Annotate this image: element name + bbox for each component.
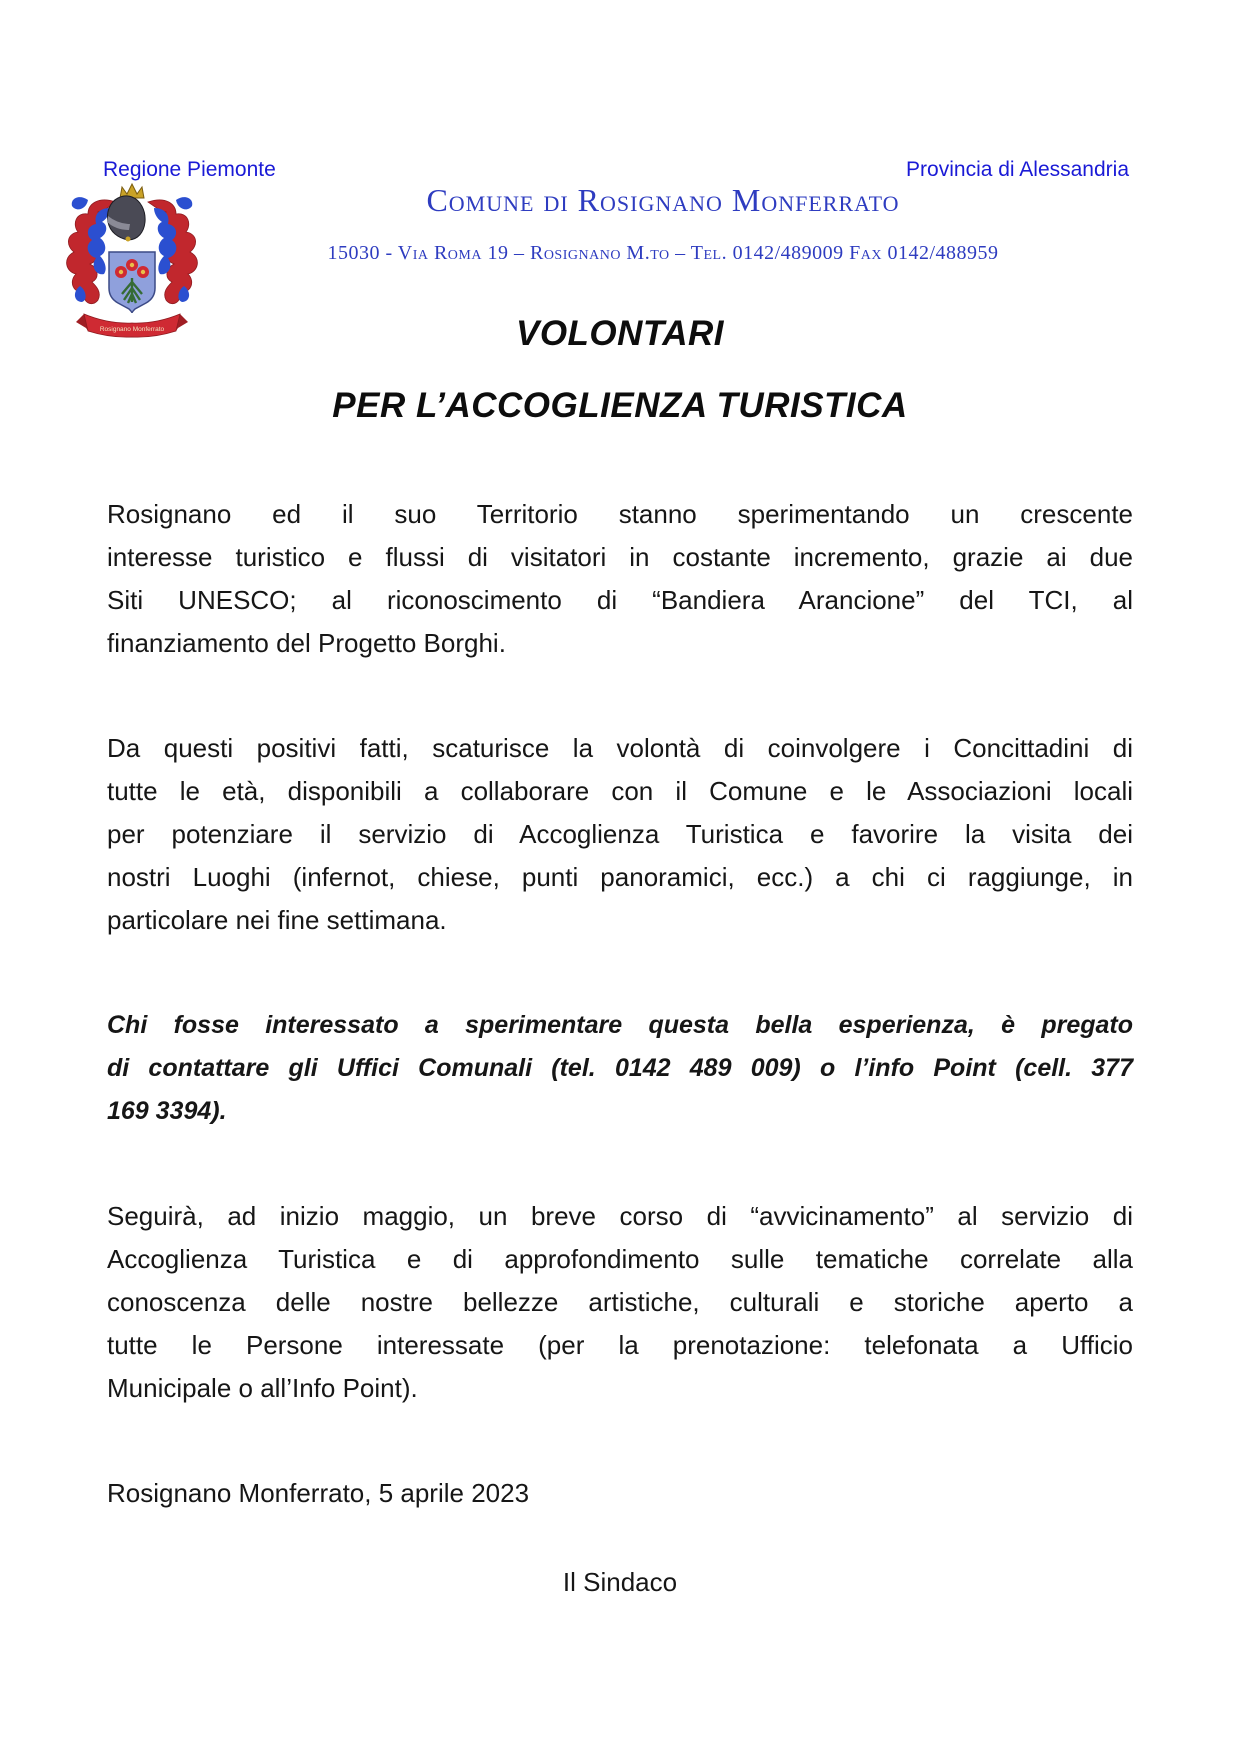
province-label: Provincia di Alessandria bbox=[906, 158, 1129, 181]
signature-title: Il Sindaco bbox=[562, 1567, 678, 1597]
paragraph-line: 169 3394). bbox=[107, 1097, 227, 1125]
paragraph-line: per potenziare il servizio di Accoglienza Turistica e favorire la visita dei bbox=[107, 819, 1133, 849]
helmet-icon bbox=[107, 196, 145, 242]
document-title-line1: VOLONTARI bbox=[515, 314, 724, 353]
paragraph-line: Rosignano ed il suo Territorio stanno sperimentando un crescente bbox=[107, 499, 1133, 529]
paragraph-line: tutte le età, disponibili a collaborare con il Comune e le Associazioni locali bbox=[107, 776, 1133, 806]
paragraph-line: conoscenza delle nostre bellezze artistiche, culturali e storiche aperto a bbox=[107, 1287, 1133, 1317]
paragraph-line: Accoglienza Turistica e di approfondimento sulle tematiche correlate alla bbox=[107, 1244, 1133, 1274]
paragraph-line: nostri Luoghi (infernot, chiese, punti panoramici, ecc.) a chi ci raggiunge, in bbox=[107, 862, 1133, 892]
shield-icon bbox=[109, 252, 155, 313]
paragraph-line: Seguirà, ad inizio maggio, un breve corso di “avvicinamento” al servizio di bbox=[107, 1201, 1133, 1231]
municipality-address: 15030 - Via Roma 19 – Rosignano M.to – Tel. 0142/489009 Fax 0142/488959 bbox=[327, 242, 999, 264]
paragraph-contact bbox=[107, 1004, 1133, 1133]
paragraph-line: di contattare gli Uffici Comunali (tel. 0142 489 009) o l’info Point (cell. 377 bbox=[107, 1054, 1133, 1082]
date-line: Rosignano Monferrato, 5 aprile 2023 bbox=[107, 1478, 530, 1508]
paragraph-line: particolare nei fine settimana. bbox=[107, 905, 447, 935]
paragraph-line: Da questi positivi fatti, scaturisce la volontà di coinvolgere i Concittadini di bbox=[107, 733, 1133, 763]
municipality-name: Comune di Rosignano Monferrato bbox=[426, 182, 900, 218]
crest-motto: Rosignano Monferrato bbox=[99, 326, 165, 333]
paragraph-line: Municipale o all’Info Point). bbox=[107, 1373, 418, 1403]
paragraph-line: interesse turistico e flussi di visitatori in costante incremento, grazie ai due bbox=[107, 542, 1133, 572]
paragraph-line: finanziamento del Progetto Borghi. bbox=[107, 628, 506, 658]
paragraph-involvement bbox=[107, 727, 1133, 942]
letterhead-labels bbox=[103, 159, 1129, 181]
region-label: Regione Piemonte bbox=[103, 158, 276, 181]
paragraph-course bbox=[107, 1195, 1133, 1410]
document-body bbox=[107, 493, 1133, 1604]
document-title-line2: PER L’ACCOGLIENZA TURISTICA bbox=[332, 386, 908, 425]
paragraph-line: Chi fosse interessato a sperimentare questa bella esperienza, è pregato bbox=[107, 1011, 1133, 1039]
paragraph-line: Siti UNESCO; al riconoscimento di “Bandiera Arancione” del TCI, al bbox=[107, 585, 1133, 615]
paragraph-line: tutte le Persone interessate (per la prenotazione: telefonata a Ufficio bbox=[107, 1330, 1133, 1360]
paragraph-intro bbox=[107, 493, 1133, 665]
